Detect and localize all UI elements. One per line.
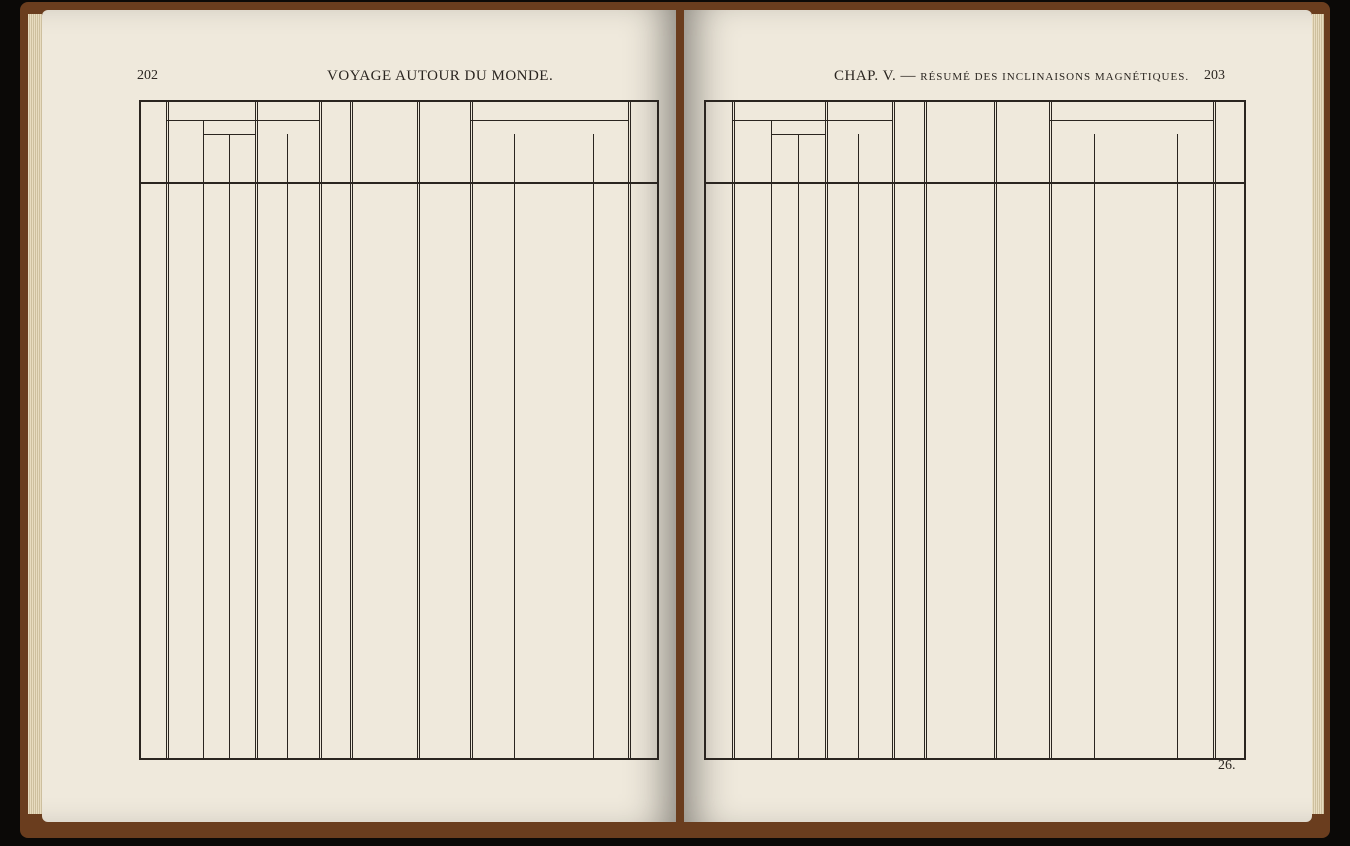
page-edges-right (1312, 14, 1324, 814)
bracket-rule (1091, 639, 1095, 671)
bracket-rule (511, 566, 515, 598)
mean-group (511, 493, 629, 529)
header-rule (471, 120, 629, 121)
left-page (42, 10, 676, 822)
header-rule (167, 120, 256, 121)
right-page (684, 10, 1312, 822)
bracket-rule (1091, 311, 1095, 343)
mean-group (1091, 275, 1214, 311)
mean-group (1091, 384, 1214, 420)
mean-group (1091, 675, 1214, 711)
bracket-rule (1091, 493, 1095, 562)
chapter-label: CHAP. V. — (834, 68, 921, 84)
table-header (141, 102, 657, 184)
running-title: VOYAGE AUTOUR DU MONDE. (327, 68, 554, 84)
bracket-rule (1091, 275, 1095, 307)
chapter-title: RÉSUMÉ DES INCLINAISONS MAGNÉTIQUES. (920, 71, 1190, 83)
mean-group (511, 439, 629, 475)
bracket-rule (1091, 602, 1095, 634)
bracket-rule (511, 675, 515, 707)
mean-group (511, 530, 629, 566)
bracket-rule (1091, 457, 1095, 489)
page-number: 202 (137, 68, 158, 83)
bracket-rule (511, 602, 515, 634)
mean-group (1091, 602, 1214, 638)
inclination-table (704, 100, 1246, 760)
page-edges-left (28, 14, 42, 814)
signature-mark: 26. (1218, 758, 1236, 773)
mean-group (1091, 566, 1214, 602)
running-title (834, 68, 1189, 85)
bracket-rule (1091, 675, 1095, 707)
mean-group (1091, 238, 1214, 274)
header-rule (733, 120, 826, 121)
page-number: 203 (1204, 68, 1225, 83)
bracket-rule (511, 202, 515, 362)
mean-group (1091, 639, 1214, 675)
mean-group (1091, 420, 1214, 456)
mean-group (1091, 311, 1214, 347)
mean-group (511, 202, 629, 366)
bracket-rule (511, 493, 515, 525)
bracket-rule (1091, 566, 1095, 598)
mean-group (511, 566, 629, 602)
mean-group (511, 712, 629, 748)
bracket-rule (511, 639, 515, 671)
mean-group (511, 675, 629, 711)
bracket-rule (511, 530, 515, 562)
header-rule (1050, 120, 1214, 121)
inclination-table (139, 100, 659, 760)
mean-group (1091, 493, 1214, 566)
bracket-rule (1091, 348, 1095, 380)
bracket-rule (1091, 712, 1095, 744)
bracket-rule (511, 712, 515, 744)
mean-group (511, 639, 629, 675)
mean-group (1091, 457, 1214, 493)
bracket-rule (511, 439, 515, 471)
table-header (706, 102, 1244, 184)
mean-group (1091, 348, 1214, 384)
header-rule (826, 120, 893, 121)
header-rule (256, 120, 320, 121)
bracket-rule (1091, 420, 1095, 452)
mean-group (511, 602, 629, 638)
mean-group (1091, 712, 1214, 748)
bracket-rule (1091, 202, 1095, 234)
bracket-rule (1091, 238, 1095, 270)
mean-group (1091, 202, 1214, 238)
bracket-rule (1091, 384, 1095, 416)
